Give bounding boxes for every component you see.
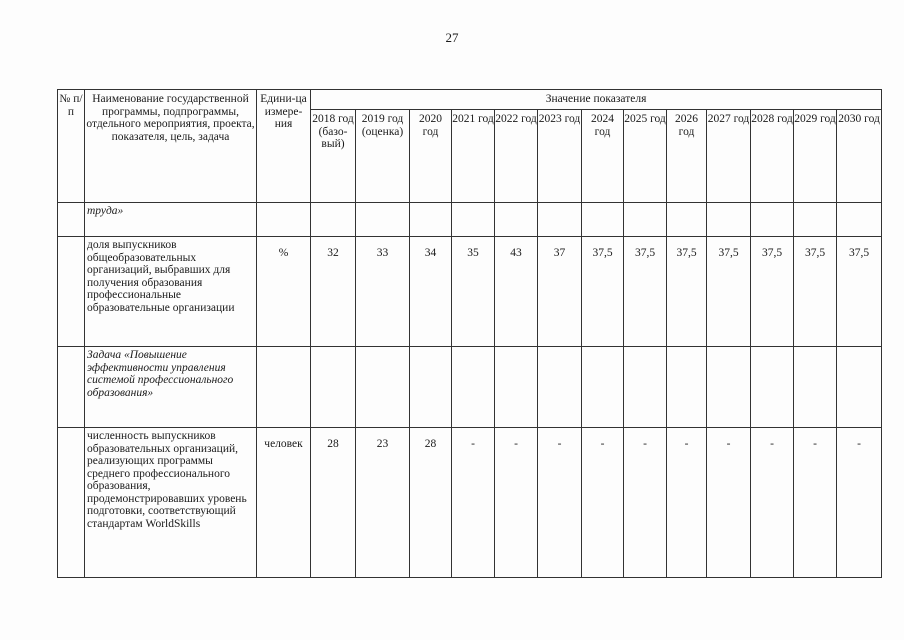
header-year: 2022 год [495, 110, 538, 203]
value-cell: 37 [538, 237, 582, 347]
value-cell [410, 203, 452, 237]
row-number-cell [58, 428, 85, 578]
row-name: Задача «Повышение эффективности управления системой профессионального образования» [85, 347, 257, 428]
value-cell: 23 [356, 428, 410, 578]
table-row [58, 347, 882, 428]
row-unit [257, 347, 311, 428]
header-year: 2023 год [538, 110, 582, 203]
value-cell [538, 203, 582, 237]
row-name: труда» [85, 203, 257, 237]
value-cell [794, 203, 837, 237]
header-year: 2027 год [707, 110, 751, 203]
value-cell [311, 203, 356, 237]
value-cell [707, 347, 751, 428]
value-cell [538, 347, 582, 428]
value-cell: 34 [410, 237, 452, 347]
value-cell [356, 347, 410, 428]
table-row [58, 237, 882, 347]
value-cell: - [538, 428, 582, 578]
value-cell: 28 [410, 428, 452, 578]
header-year: 2024 год [582, 110, 624, 203]
value-cell: - [707, 428, 751, 578]
value-cell [311, 347, 356, 428]
row-number-cell [58, 203, 85, 237]
value-cell: - [751, 428, 794, 578]
value-cell: 28 [311, 428, 356, 578]
value-cell: 37,5 [667, 237, 707, 347]
value-cell [751, 347, 794, 428]
table-row [58, 203, 882, 237]
value-cell: 37,5 [794, 237, 837, 347]
header-year: 2029 год [794, 110, 837, 203]
row-unit: % [257, 237, 311, 347]
value-cell [356, 203, 410, 237]
header-year: 2028 год [751, 110, 794, 203]
header-year: 2020 год [410, 110, 452, 203]
header-number: № п/п [58, 90, 85, 203]
value-cell: 37,5 [624, 237, 667, 347]
value-cell [794, 347, 837, 428]
value-cell: - [794, 428, 837, 578]
header-unit: Едини-ца измере-ния [257, 90, 311, 203]
value-cell: - [495, 428, 538, 578]
value-cell: - [582, 428, 624, 578]
value-cell [582, 347, 624, 428]
row-number-cell [58, 237, 85, 347]
value-cell: 35 [452, 237, 495, 347]
value-cell: 43 [495, 237, 538, 347]
header-name: Наименование государственной программы, подпрограммы, отдельного мероприятия, проекта, показателя, цель, задача [85, 90, 257, 203]
value-cell: 37,5 [751, 237, 794, 347]
value-cell [751, 203, 794, 237]
value-cell [624, 203, 667, 237]
header-value-group: Значение показателя [311, 90, 882, 110]
indicator-table [57, 89, 882, 578]
value-cell [582, 203, 624, 237]
value-cell [667, 347, 707, 428]
value-cell [707, 203, 751, 237]
value-cell [495, 203, 538, 237]
row-unit: человек [257, 428, 311, 578]
header-year: 2019 год (оценка) [356, 110, 410, 203]
value-cell: - [452, 428, 495, 578]
row-name: численность выпускников образовательных организаций, реализующих программы среднего профессионального образования, продемонстрировавших уровень подготовки, соответствующий стандартам WorldSkills [85, 428, 257, 578]
header-year: 2030 год [837, 110, 882, 203]
value-cell [452, 347, 495, 428]
value-cell [495, 347, 538, 428]
value-cell [410, 347, 452, 428]
header-year: 2018 год (базо-вый) [311, 110, 356, 203]
value-cell [837, 203, 882, 237]
header-year: 2026 год [667, 110, 707, 203]
value-cell [837, 347, 882, 428]
value-cell: - [837, 428, 882, 578]
value-cell: 37,5 [582, 237, 624, 347]
value-cell: 37,5 [837, 237, 882, 347]
value-cell [624, 347, 667, 428]
value-cell: - [667, 428, 707, 578]
row-name: доля выпускников общеобразовательных организаций, выбравших для получения образования профессиональные образовательные организации [85, 237, 257, 347]
row-number-cell [58, 347, 85, 428]
header-year: 2021 год [452, 110, 495, 203]
value-cell [452, 203, 495, 237]
value-cell [667, 203, 707, 237]
table-row [58, 428, 882, 578]
value-cell: 37,5 [707, 237, 751, 347]
row-unit [257, 203, 311, 237]
value-cell: 32 [311, 237, 356, 347]
header-year: 2025 год [624, 110, 667, 203]
value-cell: 33 [356, 237, 410, 347]
page-number: 27 [445, 30, 459, 45]
value-cell: - [624, 428, 667, 578]
